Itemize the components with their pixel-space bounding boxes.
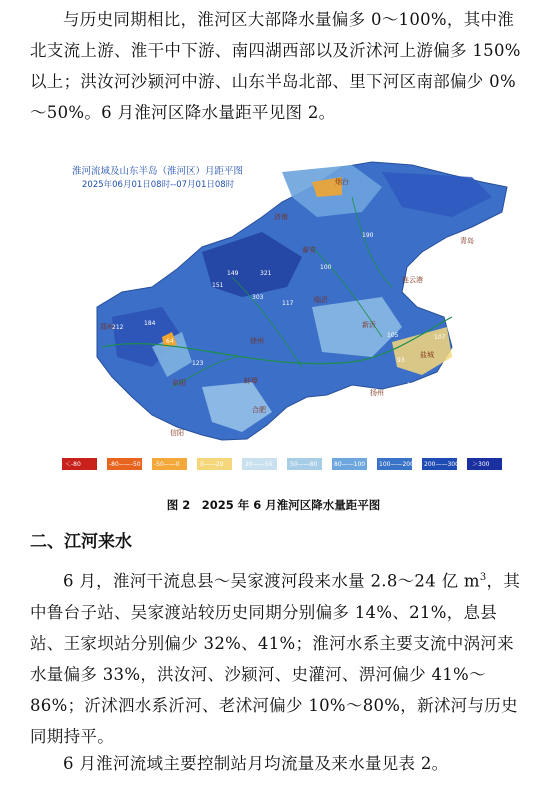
value-label: 160 [407,382,419,389]
paragraph-text: ，其中鲁台子站、吴家渡站较历史同期分别偏多 14%、21%，息县站、王家坝站分别偏少 32%、41%；淮河水系主要支流中涡河来水量偏多 33%，洪汝河、沙颍河、史灌河、淠河偏少 41%～86%；沂沭泗水系沂河、老沭河偏少 10%～80%，新沭河与历史同期持平。 [30,571,521,746]
city-label: 蚌埠 [244,377,258,385]
value-label: 64 [166,338,174,345]
city-label: 济南 [274,213,288,221]
city-label: 连云港 [402,276,423,284]
city-label: 新沂 [362,321,376,329]
value-label: 190 [362,232,374,239]
legend-label: 80——100 [334,461,366,468]
value-label: 93 [397,357,405,364]
superscript: 3 [479,572,487,583]
city-label: 泰安 [302,246,316,254]
map-title: 淮河流域及山东半岛（淮河区）月距平图 [72,166,244,177]
paragraph-table-reference: 6 月淮河流域主要控制站月均流量及来水量见表 2。 [63,754,449,773]
legend-label: 200——300 [424,461,459,468]
city-label: 青岛 [460,237,474,245]
value-label: 303 [252,294,264,301]
city-label: 烟台 [335,178,349,186]
value-label: 107 [434,334,446,341]
legend-label: ＜-80 [65,461,81,468]
city-label: 盐城 [420,351,434,359]
legend-label: -80——-50 [109,461,141,468]
city-label: 合肥 [252,406,266,414]
value-label: 123 [192,360,204,367]
paragraph-text: 6 月，淮河干流息县～吴家渡河段来水量 2.8～24 亿 m [63,571,480,591]
legend-label: 50——80 [290,461,318,468]
paragraph-precipitation-anomaly: 与历史同期相比，淮河区大部降水量偏多 0～100%，其中淮北支流上游、淮干中下游、南四湖西部以及沂沭河上游偏多 150%以上；洪汝河沙颍河中游、山东半岛北部、里下河区南部偏少 0%～50%。6 月淮河区降水量距平见图 2。 [30,10,521,122]
precipitation-anomaly-map [52,157,520,477]
legend-label: ＞300 [472,461,490,468]
legend-label: 20——50 [245,461,273,468]
value-label: 100 [320,264,332,271]
value-label: 149 [227,270,239,277]
value-label: 212 [112,324,124,331]
value-label: 321 [260,270,272,277]
city-label: 郑州 [100,323,114,331]
city-label: 阜阳 [172,379,186,387]
value-label: 29 [350,400,358,407]
map-subtitle: 2025年06月01日08时--07月01日08时 [82,180,235,190]
city-label: 信阳 [170,429,184,437]
value-label: 105 [387,332,399,339]
figure-caption: 图 2 2025 年 6 月淮河区降水量距平图 [166,498,381,512]
city-label: 临沂 [314,296,328,304]
value-label: 117 [282,300,294,307]
paragraph-river-inflow [30,562,522,752]
legend-label: -50——0 [154,461,180,468]
legend-label: 100——200 [379,461,414,468]
section-heading: 二、江河来水 [30,532,132,552]
map-svg [52,157,520,477]
city-label: 扬州 [370,389,384,397]
value-label: 151 [212,282,224,289]
value-label: 184 [144,320,156,327]
city-label: 徐州 [250,337,264,345]
legend-label: 0——20 [200,461,224,468]
